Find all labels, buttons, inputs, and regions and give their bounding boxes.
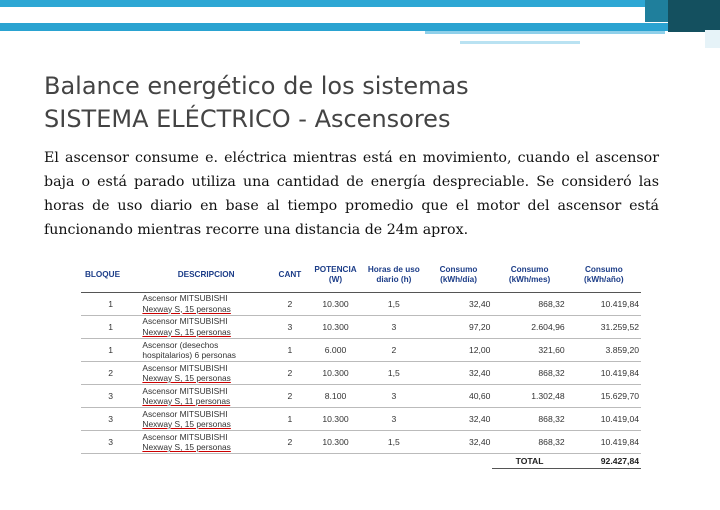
cell-consumo-mes: 1.302,48 [492,384,566,407]
description-line2: Nexway S, 15 personas [142,303,231,314]
cell-consumo-dia: 12,00 [425,338,493,361]
cell-bloque: 3 [81,384,140,407]
cell-consumo-anio: 3.859,20 [567,338,641,361]
header-consumo-anio: Consumo (kWh/año) [567,258,641,292]
cell-horas: 3 [363,408,425,431]
cell-cant: 1 [272,338,308,361]
cell-cant: 1 [272,408,308,431]
table-row [81,315,641,338]
header-cant: CANT [272,258,308,292]
cell-consumo-mes: 868,32 [492,408,566,431]
table-row [81,292,641,315]
cell-consumo-anio: 10.419,84 [567,431,641,454]
cell-horas: 3 [363,384,425,407]
description-line2: Nexway S, 11 personas [142,395,231,406]
total-empty-cell [140,454,272,469]
total-label: TOTAL [492,454,566,469]
cell-cant: 2 [272,431,308,454]
cell-bloque: 3 [81,408,140,431]
cell-consumo-anio: 10.419,04 [567,408,641,431]
total-empty-cell [272,454,308,469]
cell-consumo-anio: 31.259,52 [567,315,641,338]
header-decor-corner [705,30,720,48]
cell-bloque: 2 [81,361,140,384]
header-accent-bar [0,0,720,7]
cell-consumo-dia: 32,40 [425,292,493,315]
cell-cant: 3 [272,315,308,338]
table-header-row [81,258,641,292]
table-body [81,292,641,469]
description-line1: Ascensor MITSUBISHI [142,362,228,373]
header-bloque: BLOQUE [81,258,140,292]
cell-descripcion [140,338,272,361]
slide-paragraph: El ascensor consume e. eléctrica mientras está en movimiento, cuando el ascensor baja o está parado utiliza una cantidad de energía despreciable. Se consideró las horas de uso diario en base al tiempo promedio que el motor del ascensor está funcionando mientras recorre una distancia de 24m aprox. [44,150,659,238]
description-line2: Nexway S, 15 personas [142,326,231,337]
description-line1: Ascensor (desechos [142,339,219,350]
consumption-table [81,258,641,469]
cell-descripcion [140,292,272,315]
cell-consumo-mes: 2.604,96 [492,315,566,338]
cell-descripcion [140,361,272,384]
cell-descripcion [140,384,272,407]
table-row [81,361,641,384]
description-line2: Nexway S, 15 personas [142,372,231,383]
header-potencia: POTENCIA (W) [308,258,363,292]
cell-potencia: 6.000 [308,338,363,361]
cell-horas: 1,5 [363,361,425,384]
cell-potencia: 10.300 [308,431,363,454]
description-line2: hospitalarios) 6 personas [142,349,236,360]
header-corner-block [668,0,720,32]
header-consumo-mes: Consumo (kWh/mes) [492,258,566,292]
cell-consumo-mes: 868,32 [492,292,566,315]
description-line2: Nexway S, 15 personas [142,419,231,430]
cell-horas: 1,5 [363,292,425,315]
cell-cant: 2 [272,292,308,315]
cell-cant: 2 [272,361,308,384]
cell-consumo-mes: 868,32 [492,431,566,454]
total-empty-cell [308,454,363,469]
total-empty-cell [81,454,140,469]
cell-consumo-anio: 10.419,84 [567,361,641,384]
cell-consumo-dia: 32,40 [425,408,493,431]
cell-bloque: 1 [81,292,140,315]
table-total-row [81,454,641,469]
total-empty-cell [363,454,425,469]
header-accent-bar-lower [0,23,720,31]
cell-bloque: 3 [81,431,140,454]
slide-title-line2: SISTEMA ELÉCTRICO - Ascensores [44,105,451,133]
header-consumo-dia: Consumo (kWh/día) [425,258,493,292]
description-line1: Ascensor MITSUBISHI [142,293,228,304]
header-block [645,0,668,22]
header-decor-line [425,31,665,34]
table-row [81,338,641,361]
cell-consumo-mes: 321,60 [492,338,566,361]
header-horas: Horas de uso diario (h) [363,258,425,292]
header-descripcion: DESCRIPCION [140,258,272,292]
cell-cant: 2 [272,384,308,407]
cell-descripcion [140,431,272,454]
cell-horas: 2 [363,338,425,361]
description-line1: Ascensor MITSUBISHI [142,432,228,442]
cell-consumo-dia: 32,40 [425,431,493,454]
cell-bloque: 1 [81,338,140,361]
cell-consumo-dia: 97,20 [425,315,493,338]
table-row [81,408,641,431]
cell-potencia: 8.100 [308,384,363,407]
header-decor-line-secondary [460,41,580,44]
description-line2: Nexway S, 15 personas [142,442,231,453]
cell-potencia: 10.300 [308,361,363,384]
cell-consumo-dia: 32,40 [425,361,493,384]
cell-potencia: 10.300 [308,408,363,431]
cell-consumo-dia: 40,60 [425,384,493,407]
total-empty-cell [425,454,493,469]
cell-consumo-anio: 10.419,84 [567,292,641,315]
table-row [81,384,641,407]
description-line1: Ascensor MITSUBISHI [142,408,228,419]
total-value: 92.427,84 [567,454,641,469]
cell-consumo-mes: 868,32 [492,361,566,384]
description-line1: Ascensor MITSUBISHI [142,385,228,396]
cell-descripcion [140,408,272,431]
cell-potencia: 10.300 [308,292,363,315]
slide-title-line1: Balance energético de los sistemas [44,72,469,100]
cell-horas: 3 [363,315,425,338]
header-band [0,7,720,23]
cell-horas: 1,5 [363,431,425,454]
slide-title [44,70,684,136]
cell-descripcion [140,315,272,338]
table-row [81,431,641,454]
cell-potencia: 10.300 [308,315,363,338]
description-line1: Ascensor MITSUBISHI [142,316,228,327]
cell-consumo-anio: 15.629,70 [567,384,641,407]
cell-bloque: 1 [81,315,140,338]
